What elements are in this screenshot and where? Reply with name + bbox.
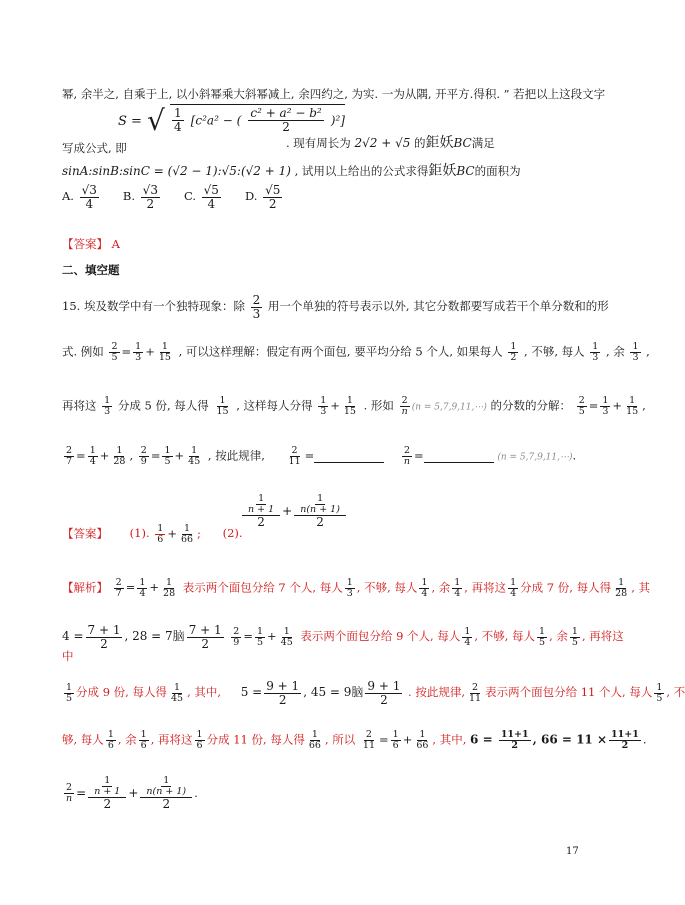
- section-title: 二、填空题: [62, 263, 120, 277]
- formula-close: )²]: [330, 114, 345, 128]
- perimeter-value: 2√2 + √5: [354, 136, 411, 150]
- choices: [62, 184, 284, 210]
- expl-line-2: 4 = $\frac{7 + 1}{2}$ , 28 = 7脑 $\frac{7 + 1}{2}$ $\frac{2}{9}$ = $\frac{1}{5}$ + $\frac{1}{45}$ 表示两个面包分给 9 个人, 每人 $\frac{1}{4}$ , 不够, 每人 $\frac{1}{5}$ , 余 $\frac{1}{5}$ , 再将这: [62, 623, 624, 651]
- q15-line-1: 15. 埃及数学中有一个独特现象：除 $\frac{2}{3}$ 用一个单独的符号表示以外, 其它分数都要写成若干个单分数和的形: [62, 293, 609, 321]
- choice-b[interactable]: B. $\frac{√3}{2}$: [122, 183, 158, 211]
- expl-line-3: $\frac{1}{5}$ 分成 9 份, 每人得 $\frac{1}{45}$ , 其中, 5 = $\frac{9 + 1}{2}$ , 45 = 9脑 $\frac{9 + 1}{2}$ . 按此规律, $\frac{2}{11}$ 表示两个面包分给 11 个人, 每人 $\frac{1}{5}$ , 不: [66, 679, 685, 707]
- choice-a[interactable]: A. $\frac{√3}{4}$: [62, 183, 97, 211]
- perimeter-line: . 现有周长为 2√2 + √5 的鉅妖BC满足: [286, 135, 495, 151]
- blank-1[interactable]: [314, 450, 384, 463]
- final-formula: $\frac{2}{n}$ = $\frac{\frac{1}{n + 1}}{2}$ + $\frac{\frac{1}{n(n + 1)}}{2}$ .: [66, 775, 198, 811]
- expl-line-1: 【解析】 $\frac{2}{7}$ = $\frac{1}{4}$ + $\frac{1}{28}$ 表示两个面包分给 7 个人, 每人 $\frac{1}{3}$ , 不够, 每人 $\frac{1}{4}$ , 余 $\frac{1}{4}$ , 再将这 $\frac{1}{4}$ 分成 7 份, 每人得 $\frac{1}{28}$ , 其: [62, 577, 651, 599]
- formula-body: [c²a² − (: [190, 114, 242, 128]
- write-as-text: 写成公式, 即: [62, 141, 127, 155]
- answer-2: 【答案】 (1). $\frac{1}{6}$ + $\frac{1}{66}$ ; (2).: [62, 523, 243, 545]
- expl-zhong: 中: [62, 649, 74, 663]
- ratio-line: sinA:sinB:sinC = (√2 − 1):√5:(√2 + 1) , 试用以上给出的公式求得鉅妖BC的面积为: [62, 163, 521, 179]
- choice-c[interactable]: C. $\frac{√5}{4}$: [183, 183, 219, 211]
- sqrt-sign: √: [147, 104, 165, 137]
- q15-line-3: 再将这 $\frac{1}{3}$ 分成 5 份, 每人得 $\frac{1}{15}$ , 这样每人分得 $\frac{1}{3}$ + $\frac{1}{15}$ . 形如 $\frac{2}{n}$ (n = 5,7,9,11,⋯) 的分数的分解： $\frac{2}{5}$ = $\frac{1}{3}$ + $\frac{1}{15}$ ,: [62, 395, 646, 417]
- q15-line-2: 式. 例如 $\frac{2}{5}$ = $\frac{1}{3}$ + $\frac{1}{15}$ , 可以这样理解：假定有两个面包, 要平均分给 5 个人, 如果每人 $\frac{1}{2}$ , 不够, 每人 $\frac{1}{3}$ , 余 $\frac{1}{3}$ ,: [62, 341, 650, 363]
- answer-1: 【答案】 A: [62, 237, 120, 251]
- formula-s-label: S =: [118, 114, 142, 129]
- choice-d[interactable]: D. $\frac{√5}{2}$: [244, 183, 281, 211]
- q15-line-4: $\frac{2}{7}$ = $\frac{1}{4}$ + $\frac{1}{28}$ , $\frac{2}{9}$ = $\frac{1}{5}$ + $\frac{1}{45}$ , 按此规律, $\frac{2}{11}$ = $\frac{2}{n}$ = (n = 5,7,9,11,⋯).: [66, 445, 577, 467]
- ratio-expr: sinA:sinB:sinC = (√2 − 1):√5:(√2 + 1): [62, 164, 291, 178]
- page-number: 17: [566, 846, 579, 857]
- expl-line-4: 够, 每人 $\frac{1}{6}$ , 余 $\frac{1}{6}$ , 再将这 $\frac{1}{6}$ 分成 11 份, 每人得 $\frac{1}{66}$ , 所以 $\frac{2}{11}$ = $\frac{1}{6}$ + $\frac{1}{66}$ , 其中, 6 = $\frac{11+1}{2}$ , 66 = 11 × $\frac{11+1}{2}$ .: [62, 729, 647, 751]
- sqrt-body: $\frac{1}{4}$ [c²a² − ( $\frac{\text{c² + a² − b²}}{2}$ )²]: [170, 104, 345, 133]
- answer-2-formula: $\frac{\frac{1}{n + 1}}{2}$ + $\frac{\frac{1}{n(n + 1)}}{2}$: [240, 494, 348, 529]
- intro-line: 幂, 余半之, 自乘于上, 以小斜幂乘大斜幂减上, 余四约之, 为实. 一为从隅, 开平方.得积. ” 若把以上这段文字: [62, 87, 606, 101]
- blank-2[interactable]: [424, 450, 494, 463]
